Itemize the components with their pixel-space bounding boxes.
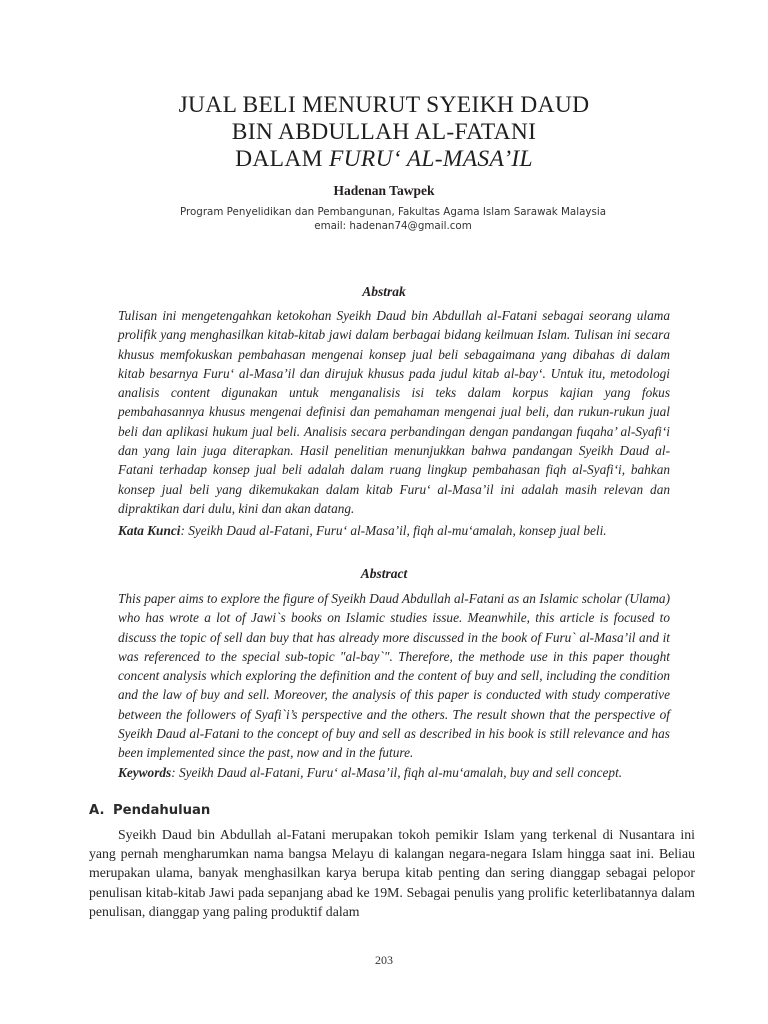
section-number: A. — [89, 803, 105, 818]
kata-kunci — [118, 523, 678, 539]
abstract-heading: Abstract — [360, 566, 408, 581]
kata-kunci-label: Kata Kunci — [118, 523, 181, 538]
abstrak-heading: Abstrak — [362, 284, 406, 299]
title-line-3 — [0, 146, 768, 173]
abstract-text: This paper aims to explore the figure of Syeikh Daud Abdullah al-Fatani as an Islamic scholar (Ulama) who has wrote a lot of Jawi`s books on Islamic studies issue. Meanwhile, this article is focused to discuss the topic of sell dan buy that has already more discussed in the book of Furu` al-Masa’il and it was referenced to the special sub-topic "al-bay`". Therefore, the methode use in this paper thought concent analysis which exploring the definition and the content of buy and sell, including the condition and the law of buy and sell. Moreover, the analysis of this paper is conducted with study comperative between the followers of Syafi`i’s perspective and the others. The result shown that the perspective of Syeikh Daud al-Fatani to the concept of buy and sell as described in his book is still relevance and has been implemented since the past, now and in the future. — [118, 591, 671, 761]
page-number: 203 — [375, 953, 393, 967]
title-line-3-plain: DALAM — [235, 146, 329, 172]
keywords-label: Keywords — [118, 765, 172, 780]
section-heading — [89, 803, 210, 818]
paper-title — [0, 92, 768, 173]
author-name: Hadenan Tawpek — [333, 183, 435, 198]
email: email: hadenan74@gmail.com — [314, 220, 472, 232]
title-line-1: JUAL BELI MENURUT SYEIKH DAUD — [178, 92, 590, 118]
abstrak-text: Tulisan ini mengetengahkan ketokohan Syeikh Daud bin Abdullah al-Fatani sebagai seorang ulama prolifik yang menghasilkan kitab-kitab jawi dalam berbagai bidang keilmuan Islam. Tulisan ini secara khusus memfokuskan pembahasan mengenai konsep jual beli sebagaimana yang dibahas di dalam kitab besarnya Furu‘ al-Masa’il dan dirujuk khusus pada judul kitab al-bay‘. Untuk itu, metodologi analisis content digunakan untuk menganalisis isi teks dalam korpus kajian yang fokus pembahasannya khusus mengenai definisi dan pemahaman mengenai jual beli, dan rukun-rukun jual beli dan aplikasi hukum jual beli. Analisis secara perbandingan dengan pandangan fuqaha’ al-Syafi‘i dan yang lain juga diterapkan. Hasil penelitian menunjukkan bahwa pandangan Syeikh Daud al-Fatani terhadap konsep jual beli adalah dalam ruang lingkup pembahasan fiqh al-Syafi‘i, bahkan konsep jual beli yang dikemukakan dalam kitab Furu‘ al-Masa’il ini adalah masih relevan dan dipraktikan dari dulu, kini dan akan datang. — [118, 308, 670, 516]
affiliation: Program Penyelidikan dan Pembangunan, Fakultas Agama Islam Sarawak Malaysia — [179, 206, 607, 218]
author-affiliation-block — [0, 205, 768, 233]
title-line-2: BIN ABDULLAH AL-FATANI — [231, 119, 537, 145]
keywords — [118, 765, 678, 781]
keywords-text: : Syeikh Daud al-Fatani, Furu‘ al-Masa’il, fiqh al-mu‘amalah, buy and sell concept. — [171, 765, 623, 780]
title-line-3-italic: FURU‘ AL-MASA’IL — [328, 146, 533, 172]
section-body-paragraph: Syeikh Daud bin Abdullah al-Fatani merupakan tokoh pemikir Islam yang terkenal di Nusantara ini yang pernah mengharumkan nama bangsa Melayu di kalangan negara-negara Islam hingga saat ini. Beliau merupakan ulama, banyak menghasilkan karya berupa kitab penting dan sering dianggap sebagai pelopor penulisan kitab-kitab Jawi pada sepanjang abad ke 19M. Sebagai penulis yang prolific keterlibatannya dalam penulisan, dianggap yang paling produktif dalam — [89, 827, 695, 919]
kata-kunci-text: : Syeikh Daud al-Fatani, Furu‘ al-Masa’il, fiqh al-mu‘amalah, konsep jual beli. — [180, 523, 607, 538]
section-title: Pendahuluan — [113, 803, 211, 818]
